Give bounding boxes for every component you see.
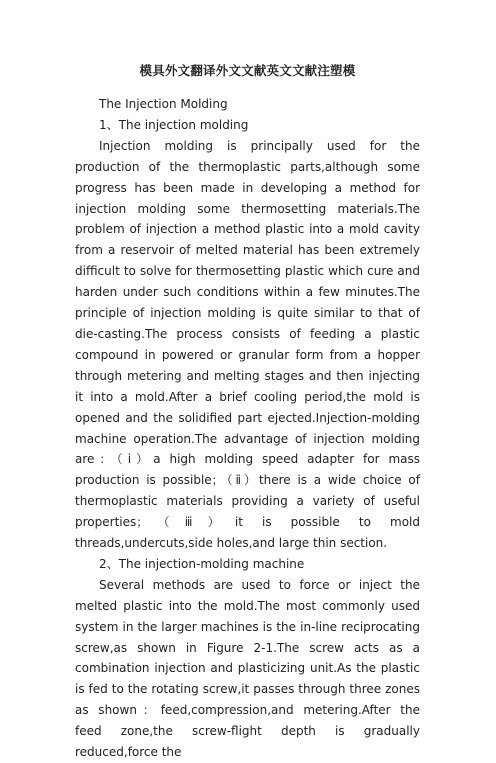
document-title: 模具外文翻译外文文献英文文献注塑模 bbox=[139, 63, 356, 78]
section-2-heading: 2、The injection-molding machine bbox=[99, 556, 305, 571]
article-heading: The Injection Molding bbox=[99, 97, 228, 111]
section-1-heading: 1、The injection molding bbox=[99, 117, 249, 132]
paragraph-injection-molding-machine: Several methods are used to force or inject the melted plastic into the mold.The most commonly used system in the larger machines is the in-line reciprocating screw,as shown in Figure 2-1.The screw acts as a combination injection and plasticizing unit.As the plastic is fed to the rotating screw,it passes through three zones as shown：feed,compression,and metering.After the feed zone,the screw-flight depth is gradually reduced,force the bbox=[75, 577, 420, 760]
paragraph-injection-molding: Injection molding is principally used for the production of the thermoplastic parts,although some progress has been made in developing a method for injection molding some thermosetting materials.The problem of injection a method plastic into a mold cavity from a reservoir of melted material has been extremely difficult to solve for thermosetting plastic which cure and harden under such conditions within a few minutes.The principle of injection molding is quite similar to that of die-casting.The process consists of feeding a plastic compound in powered or granular form from a hopper through metering and melting stages and then injecting it into a mold.After a brief cooling period,the mold is opened and the solidified part ejected.Injection-molding machine operation.The advantage of injection molding are：（ⅰ）a high molding speed adapter for mass production is possible；（ⅱ）there is a wide choice of thermoplastic materials providing a variety of useful properties；（ⅲ）it is possible to mold threads,undercuts,side holes,and large thin section. bbox=[75, 138, 420, 551]
